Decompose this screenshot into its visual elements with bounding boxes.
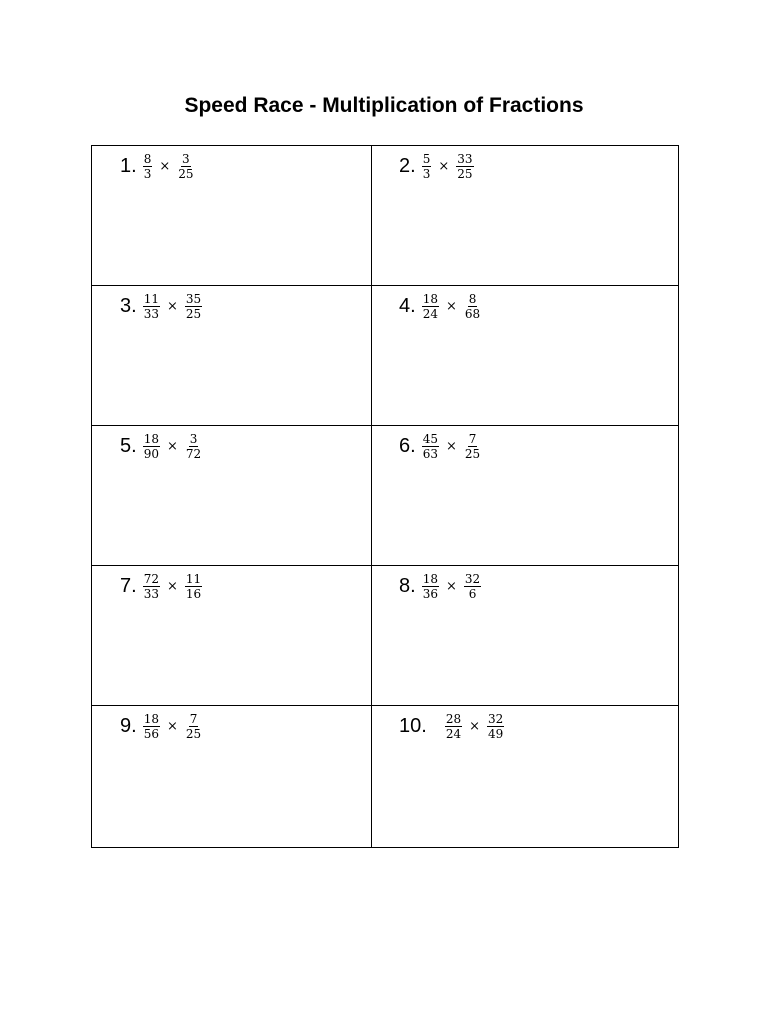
times-sign: × bbox=[166, 298, 178, 314]
numerator: 11 bbox=[143, 291, 159, 306]
fraction-b bbox=[464, 433, 481, 460]
times-sign: × bbox=[445, 438, 457, 454]
numerator: 28 bbox=[445, 711, 462, 726]
fraction-a bbox=[422, 573, 439, 600]
numerator: 7 bbox=[468, 431, 477, 446]
numerator: 8 bbox=[468, 291, 477, 306]
problem-number: 6. bbox=[399, 435, 416, 457]
worksheet-title: Speed Race - Multiplication of Fractions bbox=[184, 94, 584, 117]
fraction-a bbox=[143, 573, 160, 600]
problem-cell-2 bbox=[372, 146, 679, 286]
numerator: 18 bbox=[422, 291, 438, 306]
numerator: 3 bbox=[182, 151, 190, 166]
problem-cell-9 bbox=[92, 706, 372, 847]
denominator: 25 bbox=[464, 446, 481, 461]
denominator: 33 bbox=[143, 306, 159, 321]
problem-number: 2. bbox=[399, 155, 416, 177]
numerator: 18 bbox=[143, 431, 159, 446]
times-sign: × bbox=[469, 718, 480, 734]
problem-number: 4. bbox=[399, 295, 416, 317]
problem-number: 8. bbox=[399, 575, 416, 597]
fraction-a bbox=[143, 293, 160, 320]
problem-number: 7. bbox=[120, 575, 137, 597]
numerator: 8 bbox=[143, 151, 152, 166]
problem-6 bbox=[399, 432, 481, 460]
fraction-b bbox=[487, 713, 504, 740]
numerator: 18 bbox=[422, 571, 438, 586]
fraction-a bbox=[143, 153, 153, 180]
problem-4 bbox=[399, 292, 481, 320]
denominator: 56 bbox=[143, 726, 159, 741]
denominator: 25 bbox=[185, 306, 202, 321]
numerator: 72 bbox=[143, 571, 159, 586]
denominator: 16 bbox=[185, 586, 202, 601]
problem-number: 5. bbox=[120, 435, 137, 457]
problem-7 bbox=[120, 572, 202, 600]
problem-grid bbox=[91, 145, 679, 848]
denominator: 25 bbox=[457, 166, 473, 181]
fraction-a bbox=[143, 433, 160, 460]
problem-cell-5 bbox=[92, 426, 372, 566]
problem-cell-6 bbox=[372, 426, 679, 566]
fraction-b bbox=[177, 153, 194, 180]
problem-cell-4 bbox=[372, 286, 679, 426]
times-sign: × bbox=[445, 578, 457, 594]
denominator: 68 bbox=[464, 306, 481, 321]
denominator: 24 bbox=[422, 306, 438, 321]
problem-number: 1. bbox=[120, 155, 137, 177]
numerator: 35 bbox=[185, 291, 202, 306]
fraction-a bbox=[143, 713, 160, 740]
denominator: 90 bbox=[143, 446, 159, 461]
problem-cell-8 bbox=[372, 566, 679, 706]
denominator: 3 bbox=[143, 166, 152, 181]
denominator: 49 bbox=[488, 726, 504, 741]
times-sign: × bbox=[445, 298, 457, 314]
problem-cell-7 bbox=[92, 566, 372, 706]
fraction-a bbox=[422, 293, 439, 320]
numerator: 11 bbox=[185, 571, 202, 586]
problem-number: 9. bbox=[120, 715, 137, 737]
denominator: 24 bbox=[445, 726, 462, 741]
times-sign: × bbox=[166, 578, 178, 594]
fraction-a bbox=[445, 713, 462, 740]
numerator: 7 bbox=[189, 711, 198, 726]
problem-3 bbox=[120, 292, 202, 320]
problem-cell-3 bbox=[92, 286, 372, 426]
fraction-a bbox=[422, 153, 432, 180]
fraction-b bbox=[185, 433, 202, 460]
numerator: 3 bbox=[189, 431, 198, 446]
problem-10 bbox=[399, 712, 504, 740]
fraction-b bbox=[464, 293, 481, 320]
problem-number: 10. bbox=[399, 715, 427, 737]
fraction-a bbox=[422, 433, 439, 460]
problem-cell-1 bbox=[92, 146, 372, 286]
denominator: 72 bbox=[185, 446, 202, 461]
problem-number: 3. bbox=[120, 295, 137, 317]
denominator: 33 bbox=[143, 586, 159, 601]
times-sign: × bbox=[159, 158, 171, 174]
numerator: 32 bbox=[488, 711, 504, 726]
times-sign: × bbox=[438, 158, 450, 174]
problem-9 bbox=[120, 712, 202, 740]
problem-2 bbox=[399, 152, 474, 180]
problem-1 bbox=[120, 152, 195, 180]
denominator: 25 bbox=[178, 166, 194, 181]
times-sign: × bbox=[166, 718, 178, 734]
denominator: 36 bbox=[422, 586, 438, 601]
numerator: 5 bbox=[422, 151, 431, 166]
numerator: 32 bbox=[464, 571, 481, 586]
numerator: 45 bbox=[422, 431, 438, 446]
numerator: 33 bbox=[457, 151, 473, 166]
fraction-b bbox=[185, 713, 202, 740]
times-sign: × bbox=[166, 438, 178, 454]
fraction-b bbox=[464, 573, 481, 600]
fraction-b bbox=[185, 293, 202, 320]
fraction-b bbox=[185, 573, 202, 600]
fraction-b bbox=[456, 153, 473, 180]
numerator: 18 bbox=[143, 711, 159, 726]
problem-8 bbox=[399, 572, 481, 600]
problem-5 bbox=[120, 432, 202, 460]
denominator: 25 bbox=[185, 726, 202, 741]
denominator: 6 bbox=[468, 586, 477, 601]
problem-cell-10 bbox=[372, 706, 679, 847]
denominator: 63 bbox=[422, 446, 438, 461]
denominator: 3 bbox=[422, 166, 431, 181]
